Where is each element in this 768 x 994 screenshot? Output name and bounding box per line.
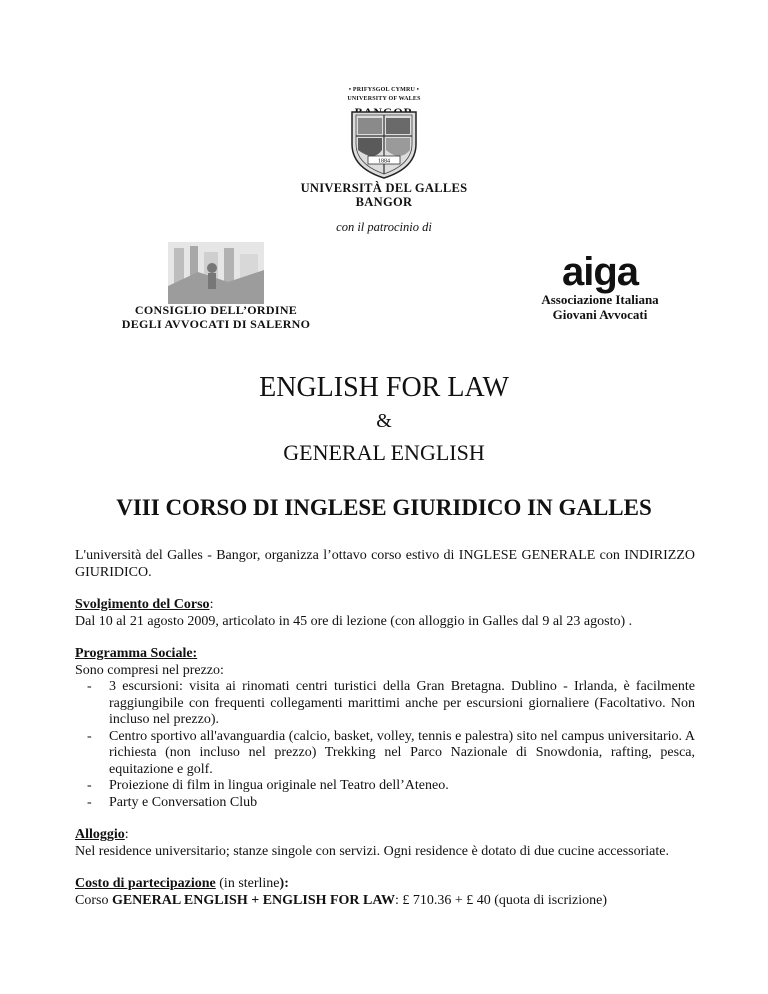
costo-course-label: Corso — [75, 892, 112, 908]
university-name — [250, 181, 518, 209]
aiga-line-1: Associazione Italiana — [541, 292, 659, 307]
costo-note: (in sterline — [215, 876, 280, 891]
alloggio-colon: : — [124, 827, 129, 842]
programma-list — [75, 679, 695, 811]
university-crest-icon — [344, 110, 424, 180]
aiga-name — [500, 292, 700, 322]
costo-heading-line — [75, 876, 695, 893]
body-text — [75, 548, 695, 909]
intro-paragraph: L'università del Galles - Bangor, organizza l’ottavo corso estivo di INGLESE GENERALE con INDIRIZZO GIURIDICO. — [75, 548, 695, 580]
svolgimento-heading-line — [75, 597, 695, 614]
aiga-line-2: Giovani Avvocati — [552, 307, 648, 322]
salerno-bar-name — [100, 303, 332, 331]
programma-lead: Sono compresi nel prezzo: — [75, 662, 224, 678]
university-name-line-2: BANGOR — [355, 195, 413, 209]
svolgimento-colon: : — [209, 597, 214, 612]
salerno-line-2: DEGLI AVVOCATI DI SALERNO — [121, 317, 311, 331]
costo-close: ): — [279, 876, 289, 891]
aiga-logo: aiga — [561, 250, 639, 294]
list-item: - Centro sportivo all'avanguardia (calcio, basket, volley, tennis e palestra) sito nel campus universitario. A richiesta (non incluso nel prezzo) Trekking nel Parco Nazionale di Snowdonia, rafting, pesca, equitazione e golf. — [109, 729, 695, 779]
list-item: - Proiezione di film in lingua originale nel Teatro dell’Ateneo. — [109, 778, 695, 795]
costo-course-colon: : — [394, 892, 399, 908]
list-item: - Party e Conversation Club — [109, 795, 695, 812]
title-ampersand: & — [376, 410, 392, 432]
costo-line — [75, 893, 695, 910]
crest-year: 1884 — [378, 158, 390, 165]
costo-heading: Costo di partecipazione — [75, 876, 216, 891]
alloggio-text: Nel residence universitario; stanze singole con servizi. Ogni residence è dotato di due cucine accessoriate. — [75, 843, 669, 859]
patronage-note: con il patrocinio di — [336, 220, 432, 234]
alloggio-heading: Alloggio — [75, 827, 125, 842]
salerno-line-1: CONSIGLIO DELL’ORDINE — [134, 303, 298, 317]
costo-course-name: GENERAL ENGLISH + ENGLISH FOR LAW — [111, 892, 395, 908]
svolgimento-text: Dal 10 al 21 agosto 2009, articolato in 45 ore di lezione (con alloggio in Galles dal 9 al 23 agosto) . — [75, 613, 633, 629]
costo-price: £ 710.36 + £ 40 (quota di iscrizione) — [398, 892, 607, 908]
title-english-for-law: ENGLISH FOR LAW — [259, 372, 509, 403]
programma-heading: Programma Sociale: — [75, 646, 198, 661]
course-title: VIII CORSO DI INGLESE GIURIDICO IN GALLES — [116, 495, 652, 520]
salerno-court-image-icon — [168, 242, 264, 304]
svolgimento-heading: Svolgimento del Corso — [75, 597, 210, 612]
bangor-line-1: • PRIFYSGOL CYMRU • — [348, 87, 420, 93]
title-general-english: GENERAL ENGLISH — [283, 440, 485, 465]
list-item: - 3 escursioni: visita ai rinomati centri turistici della Gran Bretagna. Dublino - Irlanda, è facilmente raggiungibile con frequenti collegamenti marittimi anche per escursioni giornaliere (Facoltativo. Non incluso nel prezzo). — [109, 679, 695, 729]
university-name-line-1: UNIVERSITÀ DEL GALLES — [300, 181, 468, 195]
bangor-line-2: UNIVERSITY OF WALES — [347, 96, 421, 102]
alloggio-heading-line — [75, 827, 695, 844]
